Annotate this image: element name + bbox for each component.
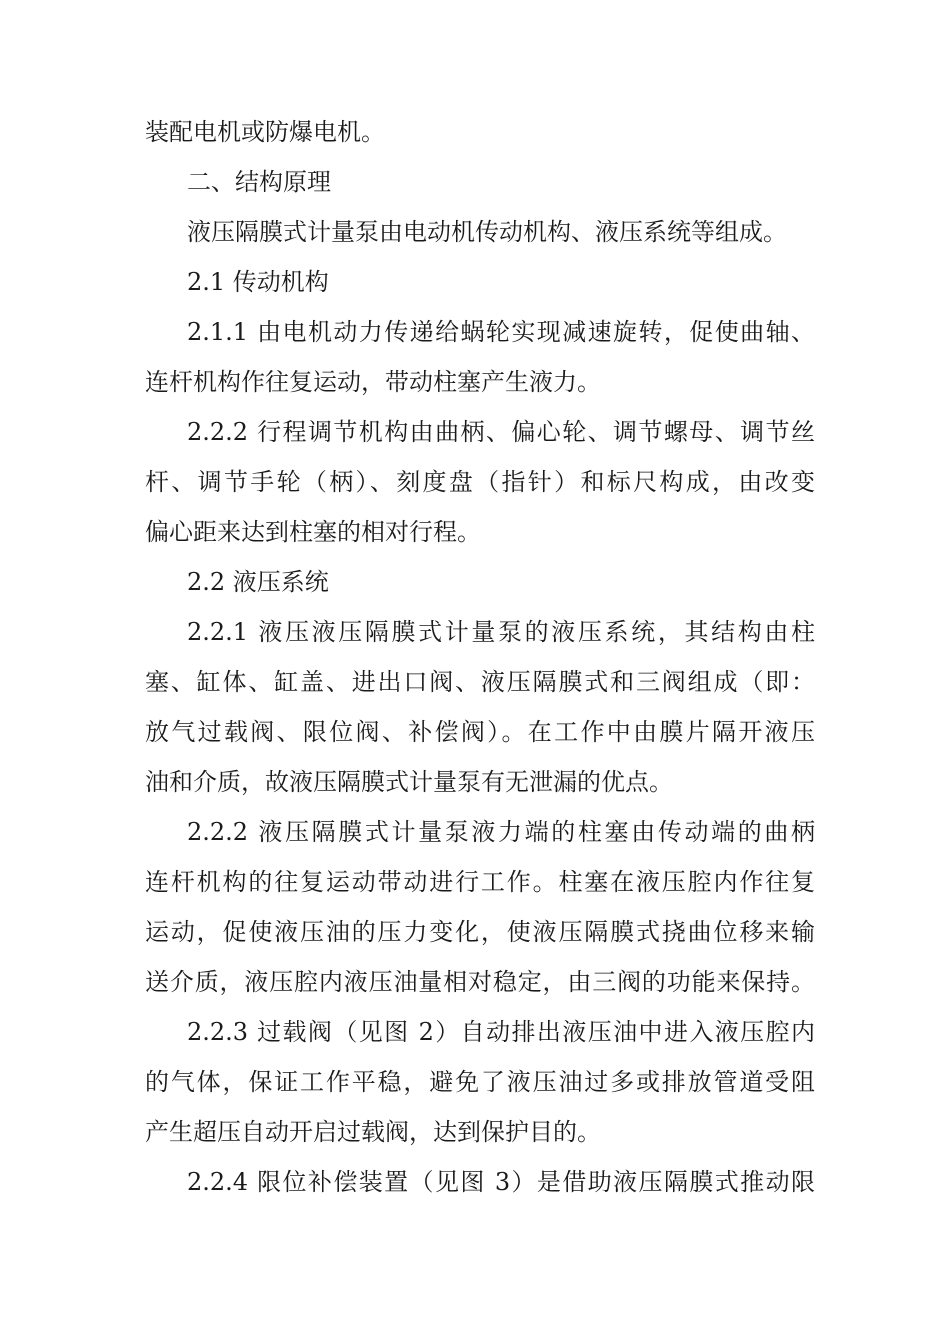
- subsection-heading: 2.1 传动机构: [187, 268, 329, 296]
- paragraph-line: 液压隔膜式计量泵由电动机传动机构、液压系统等组成。: [187, 218, 787, 246]
- paragraph-line: 运动，促使液压油的压力变化，使液压隔膜式挠曲位移来输: [145, 918, 815, 946]
- paragraph-line: 油和介质，故液压隔膜式计量泵有无泄漏的优点。: [145, 768, 673, 796]
- paragraph-line: 2.2.4 限位补偿装置（见图 3）是借助液压隔膜式推动限: [187, 1168, 815, 1196]
- paragraph-line: 的气体，保证工作平稳，避免了液压油过多或排放管道受阻: [145, 1068, 815, 1096]
- paragraph-line: 产生超压自动开启过载阀，达到保护目的。: [145, 1118, 601, 1146]
- paragraph-line: 2.2.1 液压液压隔膜式计量泵的液压系统，其结构由柱: [187, 618, 815, 646]
- paragraph-line: 连杆机构的往复运动带动进行工作。柱塞在液压腔内作往复: [145, 868, 815, 896]
- subsection-heading: 2.2 液压系统: [187, 568, 329, 596]
- paragraph-line: 塞、缸体、缸盖、进出口阀、液压隔膜式和三阀组成（即：: [145, 668, 815, 696]
- paragraph-line: 送介质，液压腔内液压油量相对稳定，由三阀的功能来保持。: [145, 968, 815, 996]
- paragraph-line: 放气过载阀、限位阀、补偿阀）。在工作中由膜片隔开液压: [145, 718, 815, 746]
- paragraph-line: 2.1.1 由电机动力传递给蜗轮实现减速旋转，促使曲轴、: [187, 318, 815, 346]
- paragraph-line: 装配电机或防爆电机。: [145, 118, 385, 146]
- section-heading: 二、结构原理: [187, 168, 331, 196]
- paragraph-line: 偏心距来达到柱塞的相对行程。: [145, 518, 481, 546]
- paragraph-line: 连杆机构作往复运动，带动柱塞产生液力。: [145, 368, 601, 396]
- paragraph-line: 杆、调节手轮（柄）、刻度盘（指针）和标尺构成，由改变: [145, 468, 815, 496]
- paragraph-line: 2.2.3 过载阀（见图 2）自动排出液压油中进入液压腔内: [187, 1018, 815, 1046]
- paragraph-line: 2.2.2 行程调节机构由曲柄、偏心轮、调节螺母、调节丝: [187, 418, 815, 446]
- paragraph-line: 2.2.2 液压隔膜式计量泵液力端的柱塞由传动端的曲柄: [187, 818, 815, 846]
